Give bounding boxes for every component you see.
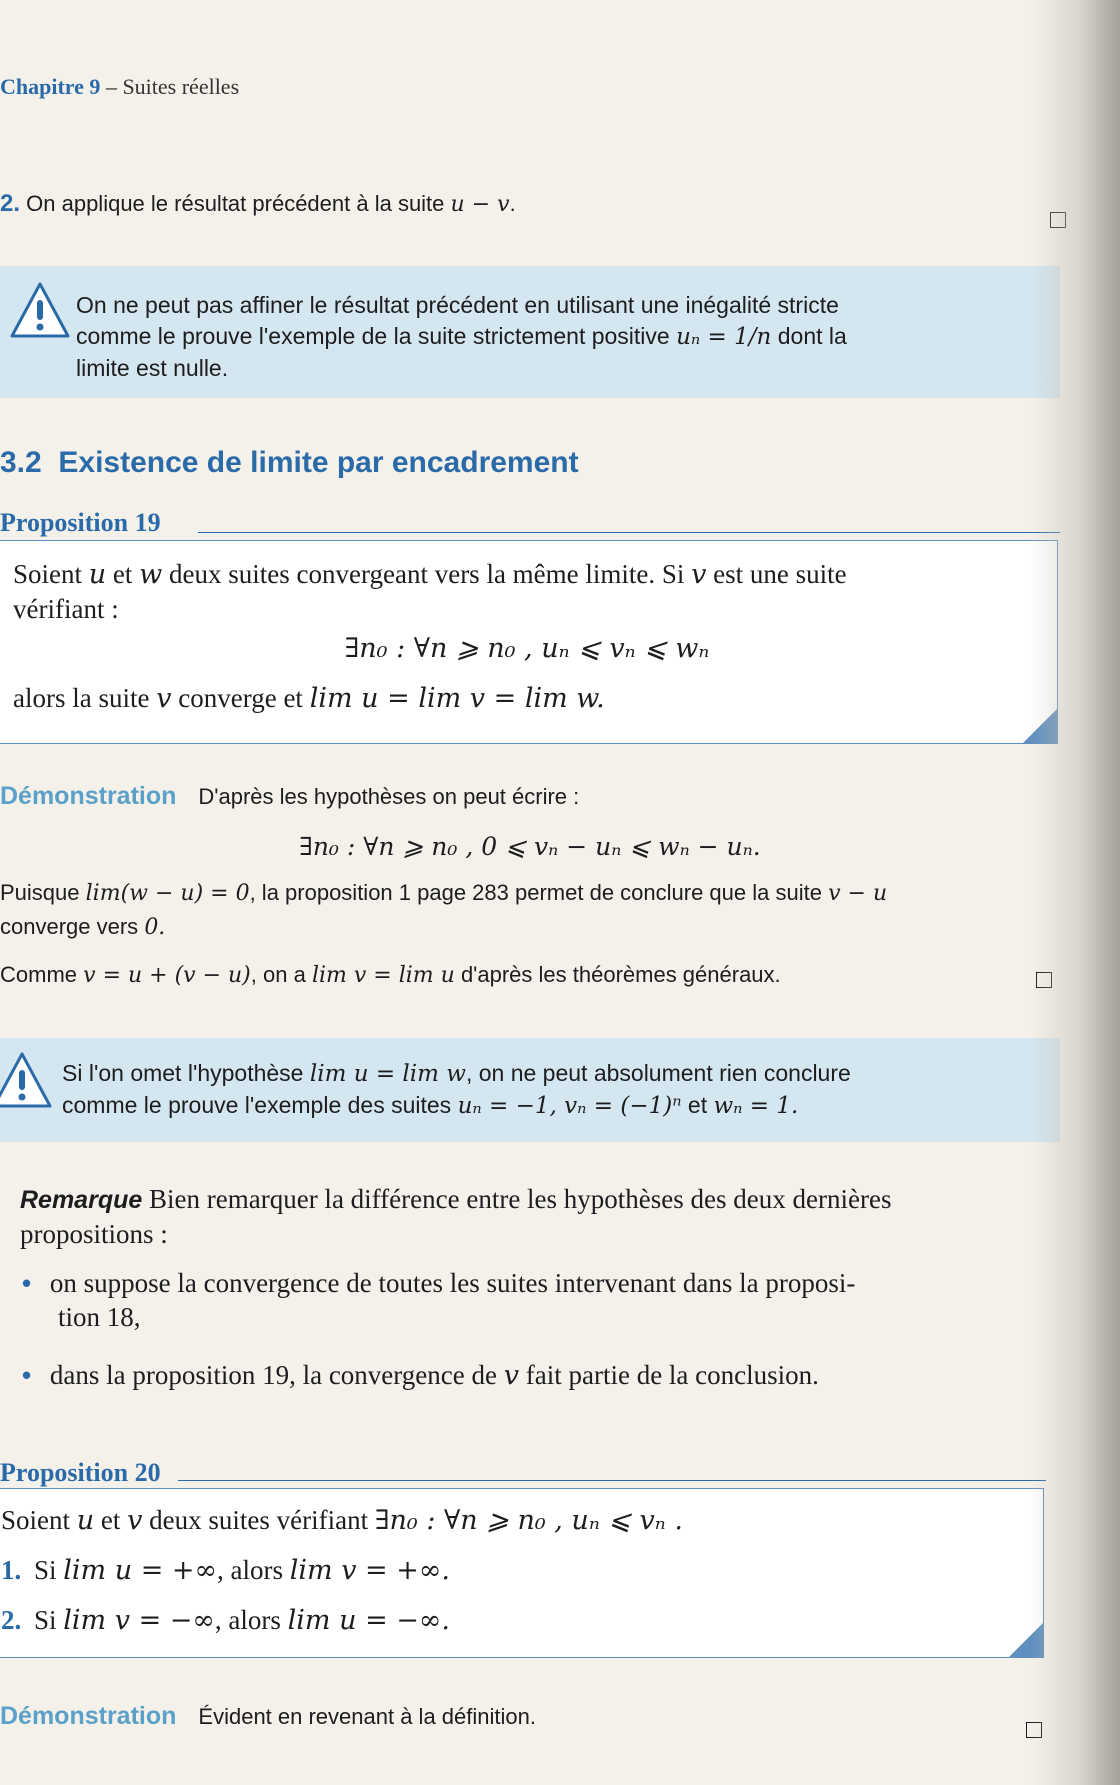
demo-20 bbox=[0, 1702, 536, 1731]
proposition-20-box bbox=[0, 1488, 1044, 1658]
math: wₙ = 1. bbox=[713, 1093, 799, 1119]
math-v: v bbox=[503, 1360, 519, 1391]
statement-line: vérifiant : bbox=[13, 594, 119, 624]
remark-line bbox=[20, 1182, 1060, 1217]
warning-line bbox=[62, 1058, 1042, 1090]
section-number: 3.2 bbox=[0, 446, 42, 479]
warning-line-text: dont la bbox=[777, 323, 847, 349]
text: est une suite bbox=[713, 559, 847, 589]
demo-intro: D'après les hypothèses on peut écrire : bbox=[198, 784, 580, 809]
remark-line: propositions : bbox=[20, 1219, 168, 1249]
math-v: v bbox=[691, 559, 707, 590]
box-corner bbox=[1023, 709, 1057, 743]
math: uₙ = −1, vₙ = (−1)ⁿ bbox=[457, 1093, 682, 1119]
math: lim v = −∞ bbox=[63, 1605, 215, 1636]
text: Puisque bbox=[0, 880, 80, 905]
warning-text bbox=[62, 1058, 1042, 1122]
text: tion 18, bbox=[58, 1302, 141, 1332]
warning-math: uₙ = 1/n bbox=[676, 324, 772, 350]
text: Si bbox=[34, 1605, 57, 1635]
demo19-line2 bbox=[0, 914, 165, 940]
text: , alors bbox=[214, 1605, 281, 1635]
prop19-formula: ∃n₀ : ∀n ⩾ n₀ , uₙ ⩽ vₙ ⩽ wₙ bbox=[344, 633, 710, 664]
chapter-label: Chapitre 9 bbox=[0, 74, 101, 99]
warning-icon bbox=[0, 1050, 54, 1112]
math: v = u + (v − u) bbox=[83, 963, 251, 988]
demo-text: Évident en revenant à la définition. bbox=[198, 1704, 536, 1729]
math-w: w bbox=[139, 559, 163, 590]
proposition-rule bbox=[198, 532, 1060, 533]
text: , alors bbox=[217, 1555, 284, 1585]
qed-icon bbox=[1026, 1722, 1042, 1738]
text: , la proposition 1 page 283 permet de conclure que la suite bbox=[249, 880, 822, 905]
text: Bien remarquer la différence entre les hypothèses des deux dernières bbox=[149, 1184, 892, 1214]
text: Soient bbox=[1, 1505, 71, 1535]
text: converge vers bbox=[0, 914, 139, 939]
text: deux suites convergeant vers la même limite. Si bbox=[169, 559, 685, 589]
demonstration-label: Démonstration bbox=[0, 782, 177, 810]
item-2 bbox=[0, 190, 516, 218]
math: ∃n₀ : ∀n ⩾ n₀ , uₙ ⩽ vₙ . bbox=[374, 1505, 683, 1536]
warning-line bbox=[62, 1090, 1042, 1122]
warning-box bbox=[0, 1038, 1060, 1142]
math: lim v = lim u bbox=[311, 963, 455, 988]
text: Soient bbox=[13, 559, 83, 589]
demo19-formula: ∃n₀ : ∀n ⩾ n₀ , 0 ⩽ vₙ − uₙ ⩽ wₙ − uₙ. bbox=[299, 832, 761, 861]
head-separator: – bbox=[100, 74, 123, 99]
math-u: u bbox=[76, 1505, 95, 1536]
demo-19 bbox=[0, 782, 579, 811]
prop19-statement bbox=[13, 557, 1043, 626]
text: dans la proposition 19, la convergence de bbox=[49, 1360, 497, 1390]
text: converge et bbox=[178, 683, 303, 713]
remark-label: Remarque bbox=[20, 1186, 143, 1214]
item-number: 2. bbox=[0, 190, 21, 217]
prop20-item-1 bbox=[1, 1553, 450, 1588]
math: lim u = −∞. bbox=[287, 1605, 450, 1636]
demonstration-label: Démonstration bbox=[0, 1702, 177, 1730]
text: fait partie de la conclusion. bbox=[525, 1360, 819, 1390]
prop19-conclusion bbox=[13, 681, 605, 716]
warning-line: On ne peut pas affiner le résultat précédent en utilisant une inégalité stricte bbox=[76, 292, 839, 318]
remark-bullet-2 bbox=[22, 1358, 1062, 1393]
prop20-item-2 bbox=[1, 1603, 450, 1638]
math-v: v bbox=[156, 683, 172, 714]
bullet-icon: • bbox=[22, 1268, 32, 1298]
item-math: u − v bbox=[450, 192, 510, 217]
math: lim(w − u) = 0 bbox=[85, 881, 250, 906]
math-u: u bbox=[88, 559, 107, 590]
math: lim v = +∞. bbox=[289, 1555, 450, 1586]
section-title-text: Existence de limite par encadrement bbox=[58, 446, 579, 479]
warning-line: limite est nulle. bbox=[76, 355, 229, 381]
bullet-icon: • bbox=[22, 1360, 32, 1390]
math: lim u = lim w bbox=[309, 1061, 466, 1087]
section-title bbox=[0, 446, 579, 480]
item-text: On applique le résultat précédent à la suite bbox=[26, 191, 445, 216]
warning-line bbox=[76, 321, 1048, 353]
math: v − u bbox=[828, 881, 888, 906]
math-limits: lim u = lim v = lim w. bbox=[309, 683, 605, 714]
warning-line-text: comme le prouve l'exemple de la suite strictement positive bbox=[76, 323, 670, 349]
text: et bbox=[687, 1092, 708, 1118]
item-end: . bbox=[509, 191, 516, 216]
statement-line bbox=[13, 557, 1043, 592]
running-head bbox=[0, 74, 239, 100]
text: deux suites vérifiant bbox=[149, 1505, 369, 1535]
text: Comme bbox=[0, 962, 78, 987]
demo19-line3 bbox=[0, 962, 781, 988]
text: Si l'on omet l'hypothèse bbox=[62, 1060, 304, 1086]
text: , on ne peut absolument rien conclure bbox=[465, 1060, 851, 1086]
text: et bbox=[112, 559, 133, 589]
chapter-title: Suites réelles bbox=[122, 74, 240, 99]
prop20-statement bbox=[1, 1503, 1031, 1538]
text: et bbox=[100, 1505, 121, 1535]
math: lim u = +∞ bbox=[63, 1555, 218, 1586]
proposition-20-label: Proposition 20 bbox=[0, 1458, 161, 1487]
proposition-rule bbox=[178, 1480, 1046, 1481]
text: alors la suite bbox=[13, 683, 150, 713]
text: d'après les théorèmes généraux. bbox=[460, 962, 781, 987]
text: on suppose la convergence de toutes les suites intervenant dans la proposi- bbox=[49, 1268, 856, 1298]
item-number: 1. bbox=[1, 1555, 22, 1585]
qed-icon bbox=[1050, 212, 1066, 228]
box-corner bbox=[1009, 1623, 1043, 1657]
qed-icon bbox=[1036, 972, 1052, 988]
demo19-line1 bbox=[0, 880, 1060, 906]
remark bbox=[20, 1182, 1060, 1251]
proposition-19-box bbox=[0, 540, 1058, 744]
math-v: v bbox=[127, 1505, 143, 1536]
item-number: 2. bbox=[1, 1605, 22, 1635]
warning-icon bbox=[8, 280, 72, 342]
remark-bullet-1 bbox=[22, 1266, 1062, 1334]
text: Si bbox=[34, 1555, 57, 1585]
math: 0. bbox=[144, 915, 166, 940]
proposition-19-label: Proposition 19 bbox=[0, 508, 161, 537]
text: comme le prouve l'exemple des suites bbox=[62, 1092, 452, 1118]
text: , on a bbox=[250, 962, 306, 987]
warning-box bbox=[0, 266, 1060, 398]
warning-text bbox=[76, 290, 1048, 384]
